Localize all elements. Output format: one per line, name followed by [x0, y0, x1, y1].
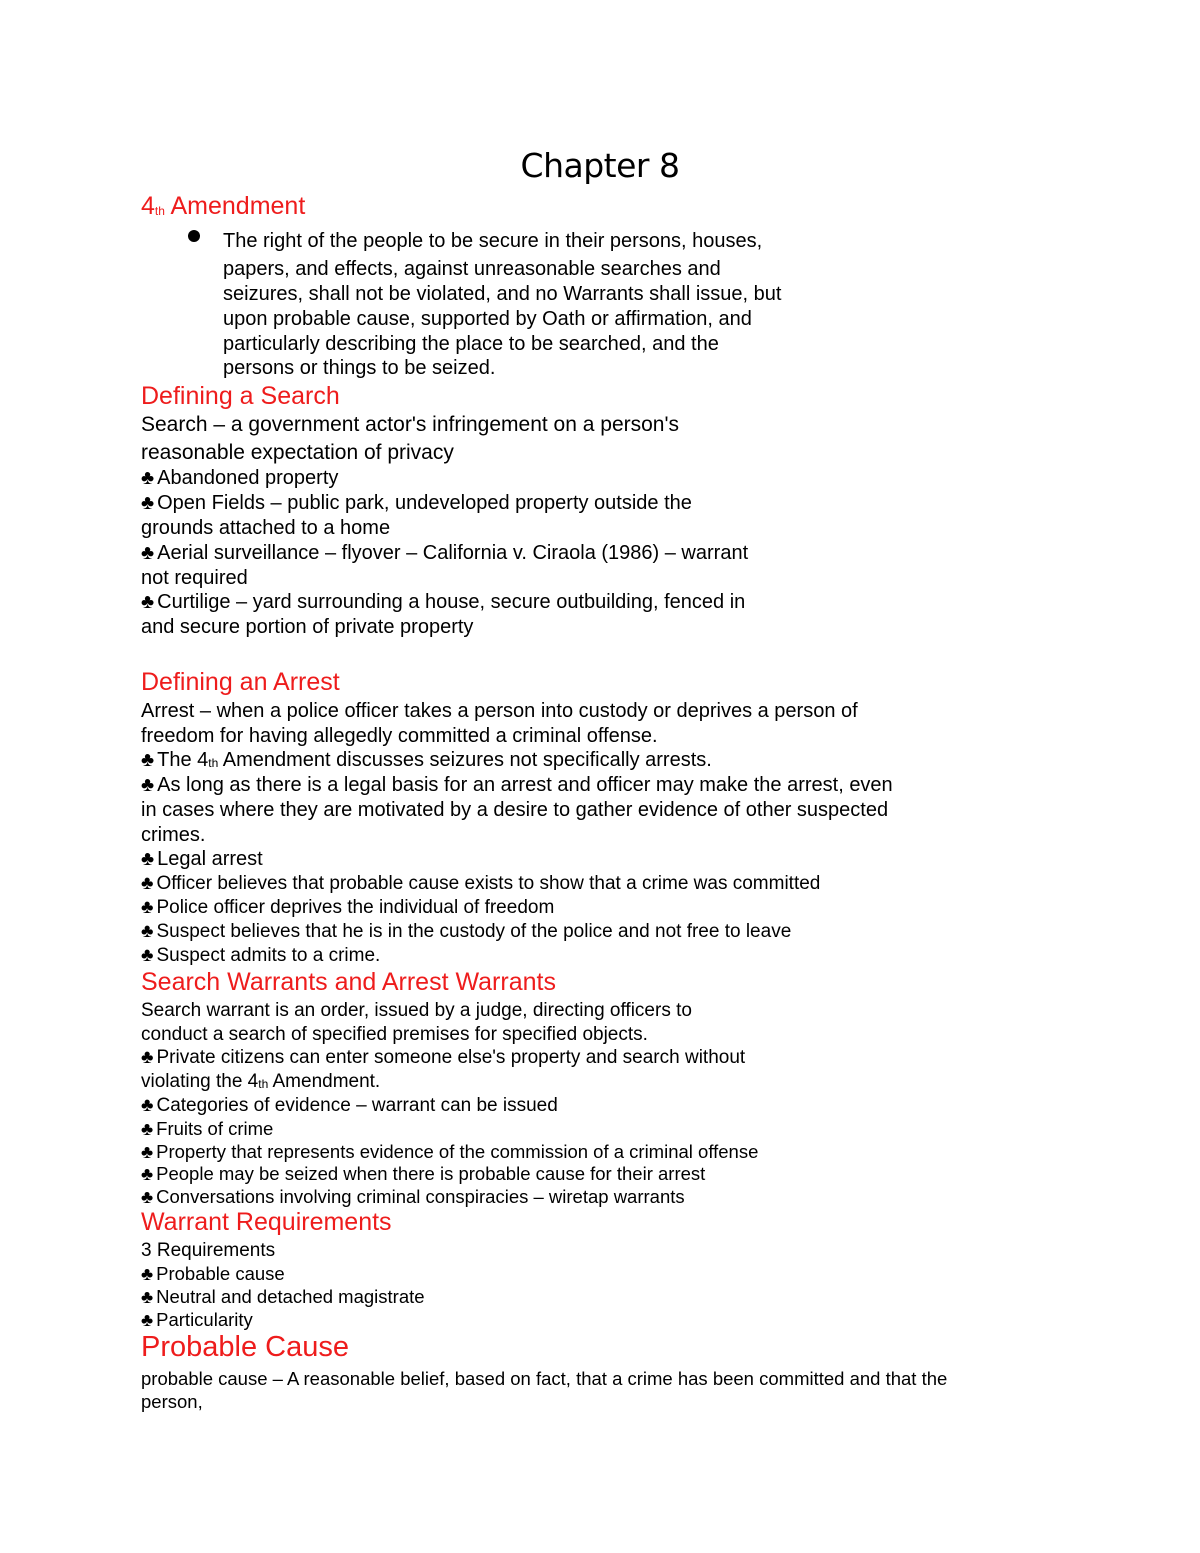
list-item: ♣ Particularity: [141, 1309, 253, 1330]
list-item-cont: grounds attached to a home: [141, 517, 391, 539]
amendment-line: papers, and effects, against unreasonable searches and: [223, 258, 721, 280]
arrest-definition: freedom for having allegedly committed a criminal offense.: [141, 725, 658, 747]
list-item: ♣ Curtilige – yard surrounding a house, secure outbuilding, fenced in: [141, 591, 746, 613]
list-item: ♣ Suspect admits to a crime.: [141, 945, 381, 966]
club-icon: ♣: [141, 1141, 154, 1162]
list-item: ♣ Private citizens can enter someone else's property and search without: [141, 1047, 746, 1068]
search-definition: Search – a government actor's infringement on a person's: [141, 413, 679, 436]
arrest-definition: Arrest – when a police officer takes a person into custody or deprives a person of: [141, 700, 858, 722]
probable-cause-definition: person,: [141, 1391, 203, 1412]
warrant-definition: conduct a search of specified premises for specified objects.: [141, 1024, 648, 1045]
search-definition: reasonable expectation of privacy: [141, 441, 454, 464]
list-item: ♣ Conversations involving criminal conspiracies – wiretap warrants: [141, 1186, 685, 1207]
heading-warrant-requirements: Warrant Requirements: [141, 1208, 392, 1236]
club-icon: ♣: [141, 897, 154, 918]
list-item: ♣ Probable cause: [141, 1263, 285, 1284]
heading-search-warrants: Search Warrants and Arrest Warrants: [141, 968, 556, 996]
amendment-line: seizures, shall not be violated, and no Warrants shall issue, but: [223, 283, 782, 305]
list-item: ♣ Officer believes that probable cause exists to show that a crime was committed: [141, 873, 821, 894]
club-icon: ♣: [141, 1263, 154, 1284]
club-icon: ♣: [141, 492, 155, 514]
club-icon: ♣: [141, 1047, 154, 1068]
club-icon: ♣: [141, 774, 155, 796]
club-icon: ♣: [141, 945, 154, 966]
heading-4th-rest: Amendment: [164, 192, 306, 220]
list-item-cont: and secure portion of private property: [141, 616, 474, 638]
list-item: ♣ As long as there is a legal basis for an arrest and officer may make the arrest, even: [141, 774, 893, 796]
club-icon: ♣: [141, 1309, 154, 1330]
list-item: ♣ Aerial surveillance – flyover – California v. Ciraola (1986) – warrant: [141, 542, 749, 564]
list-item-cont: crimes.: [141, 824, 206, 846]
list-item: ♣ Fruits of crime: [141, 1118, 274, 1139]
club-icon: ♣: [141, 873, 154, 894]
club-icon: ♣: [141, 542, 155, 564]
list-item: ♣ Legal arrest: [141, 848, 263, 870]
amendment-line: particularly describing the place to be searched, and the: [223, 333, 719, 355]
heading-4th-sup: th: [154, 204, 165, 218]
club-icon: ♣: [141, 1118, 154, 1139]
club-icon: ♣: [141, 1163, 154, 1184]
heading-4th-num: 4: [141, 192, 155, 220]
list-item: ♣ Open Fields – public park, undeveloped property outside the: [141, 492, 692, 514]
club-icon: ♣: [141, 848, 155, 870]
heading-probable-cause: Probable Cause: [141, 1331, 349, 1363]
heading-defining-arrest: Defining an Arrest: [141, 668, 340, 696]
list-item: ♣ People may be seized when there is probable cause for their arrest: [141, 1163, 706, 1184]
list-item: ♣ Neutral and detached magistrate: [141, 1286, 425, 1307]
list-item: ♣ Police officer deprives the individual of freedom: [141, 897, 555, 918]
list-item: ♣ Categories of evidence – warrant can be issued: [141, 1095, 558, 1116]
club-icon: ♣: [141, 467, 155, 489]
club-icon: ♣: [141, 591, 155, 613]
club-icon: ♣: [141, 921, 154, 942]
list-item: ♣ Abandoned property: [141, 467, 339, 489]
list-item: ♣ The 4th Amendment discusses seizures not specifically arrests.: [141, 749, 712, 771]
club-icon: ♣: [141, 1186, 154, 1207]
list-item: ♣ Property that represents evidence of the commission of a criminal offense: [141, 1141, 759, 1162]
probable-cause-definition: probable cause – A reasonable belief, based on fact, that a crime has been committed and that the: [141, 1368, 948, 1389]
list-item-cont: violating the 4th Amendment.: [141, 1071, 381, 1092]
club-icon: ♣: [141, 749, 155, 771]
amendment-line: persons or things to be seized.: [223, 357, 496, 379]
list-item: ♣ Suspect believes that he is in the custody of the police and not free to leave: [141, 921, 792, 942]
amendment-line: upon probable cause, supported by Oath or affirmation, and: [223, 308, 752, 330]
club-icon: ♣: [141, 1095, 154, 1116]
heading-4th-amendment: [141, 192, 305, 221]
warrant-definition: Search warrant is an order, issued by a judge, directing officers to: [141, 1000, 692, 1021]
requirements-intro: 3 Requirements: [141, 1240, 276, 1261]
club-icon: ♣: [141, 1286, 154, 1307]
page-title: Chapter 8: [520, 146, 680, 185]
bullet-dot-icon: [188, 230, 200, 242]
amendment-line: The right of the people to be secure in their persons, houses,: [223, 230, 763, 252]
heading-defining-search: Defining a Search: [141, 382, 340, 410]
list-item-cont: in cases where they are motivated by a desire to gather evidence of other suspected: [141, 799, 889, 821]
list-item-cont: not required: [141, 567, 248, 589]
